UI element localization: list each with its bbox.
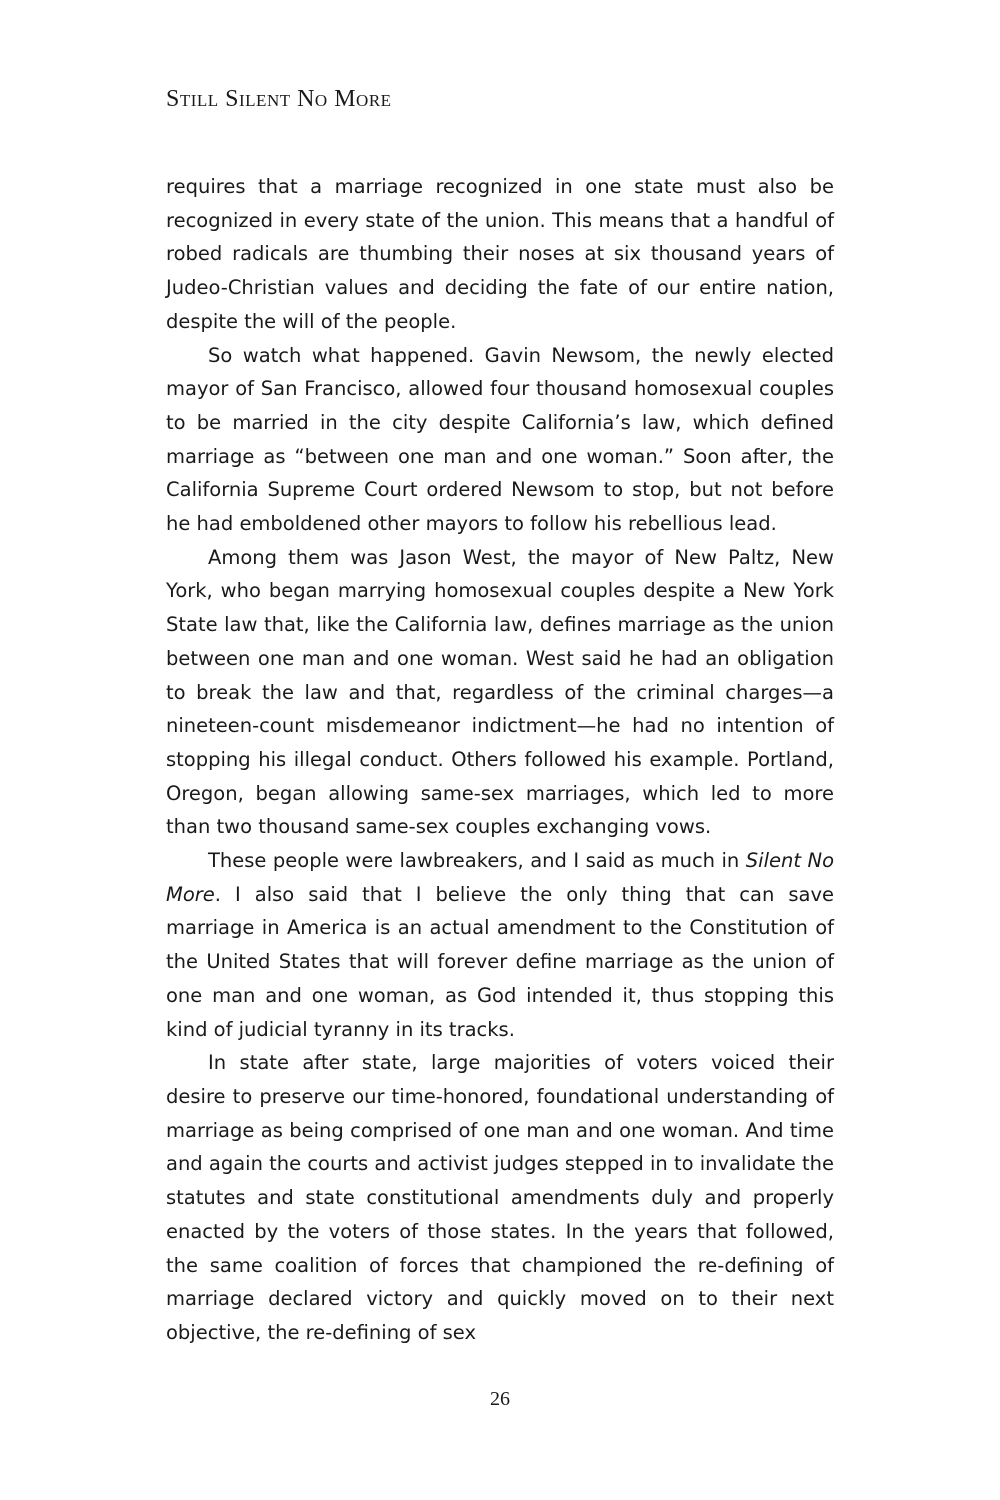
paragraph-1: requires that a marriage recognized in one state must also be recognized in every state of the union. This means that a handful of robed radicals are thumbing their noses at six thousand years of Judeo-Christian values and deciding the fate of our entire nation, despite the will of the people. [166,175,834,333]
paragraph-4 [166,844,834,1046]
running-header: Still Silent No More [166,86,392,112]
paragraph-5: In state after state, large majorities of voters voiced their desire to preserve our time-honored, foundational understanding of marriage as being comprised of one man and one woman. And time and again the courts and activist judges stepped in to invalidate the statutes and state constitutional amendments duly and properly enacted by the voters of those states. In the years that followed, the same coalition of forces that championed the re-defining of marriage declared victory and quickly moved on to their next objective, the re-defining of sex [166,1051,834,1344]
paragraph-4-after: . I also said that I believe the only thing that can save marriage in America is an actual amendment to the Constitution of the United States that will forever define marriage as the union of one man and one woman, as God intended it, thus stopping this kind of judicial tyranny in its tracks. [166,882,834,1041]
paragraph-2: So watch what happened. Gavin Newsom, the newly elected mayor of San Francisco, allowed four thousand homosexual couples to be married in the city despite California’s law, which defined marriage as “between one man and one woman.” Soon after, the California Supreme Court ordered Newsom to stop, but not before he had emboldened other mayors to follow his rebellious lead. [166,343,834,536]
paragraph-3: Among them was Jason West, the mayor of New Paltz, New York, who began marrying homosexual couples despite a New York State law that, like the California law, defines marriage as the union between one man and one woman. West said he had an obligation to break the law and that, regardless of the criminal charges—a nineteen-count misdemeanor indictment—he had no intention of stopping his illegal conduct. Others followed his example. Portland, Oregon, began allowing same-sex marriages, which led to more than two thousand same-sex couples exchanging vows. [166,545,834,839]
page-number: 26 [490,1388,510,1410]
book-title: Silent No More [166,849,834,906]
paragraph-4-before: These people were lawbreakers, and I said as much in [208,849,746,873]
body-text [166,170,834,1350]
